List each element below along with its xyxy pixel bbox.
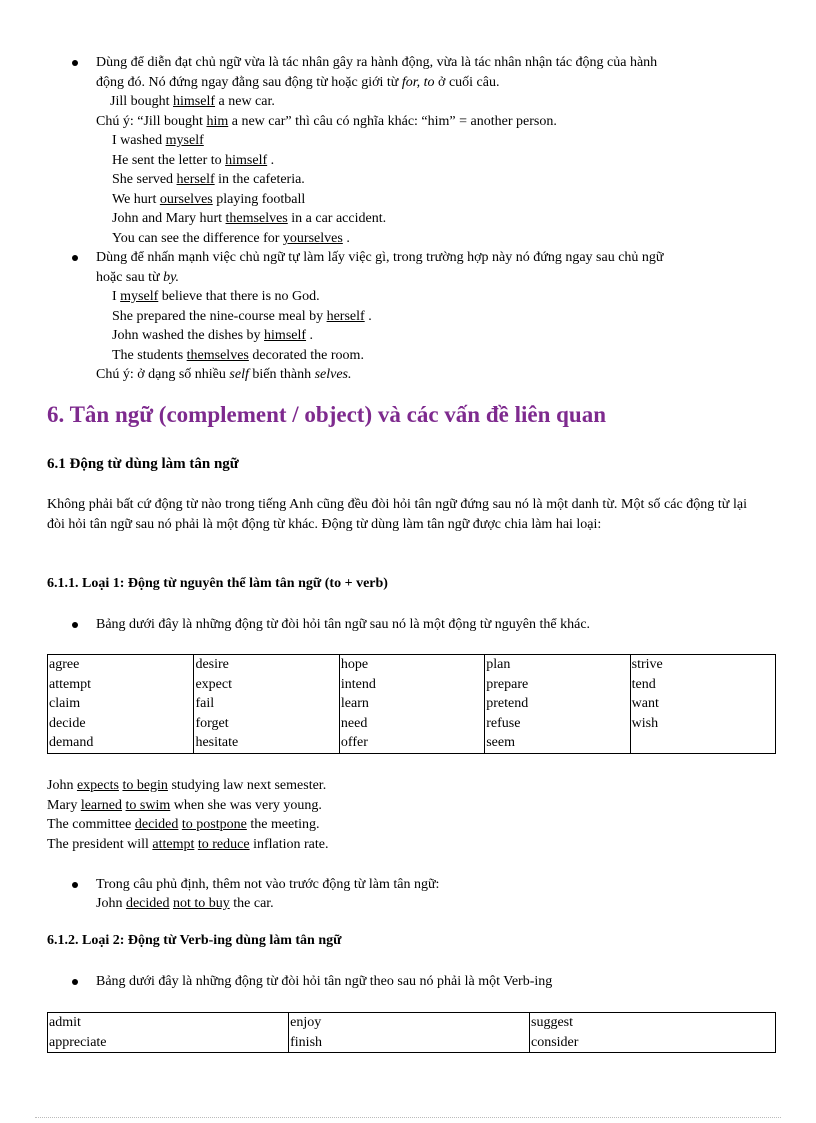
table-cell: seem	[486, 735, 515, 750]
table-cell: hesitate	[195, 735, 239, 750]
table-cell: desire	[195, 657, 229, 672]
table-column	[630, 655, 775, 754]
table-column	[530, 1013, 776, 1053]
bullet-icon	[72, 882, 78, 888]
example-line: The president will attempt to reduce inflation rate.	[47, 837, 329, 852]
example-line: She served herself in the cafeteria.	[112, 172, 305, 187]
verb-table-gerund	[47, 1012, 776, 1053]
bullet-icon	[72, 255, 78, 261]
table-cell: wish	[631, 715, 659, 731]
verb-table-infinitive	[47, 654, 776, 754]
table-cell: strive	[631, 657, 663, 672]
example-line: The committee decided to postpone the meeting.	[47, 817, 320, 832]
table-cell: admit	[49, 1015, 81, 1030]
text-line: Dùng để diễn đạt chủ ngữ vừa là tác nhân gây ra hành động, vừa là tác nhân nhận tác động của hành	[96, 55, 658, 70]
subsubsection-heading: 6.1.1. Loại 1: Động từ nguyên thể làm tân ngữ (to + verb)	[47, 576, 388, 591]
example-line: John decided not to buy the car.	[96, 896, 274, 911]
table-cell: forget	[195, 715, 229, 731]
table-cell: prepare	[486, 676, 529, 692]
table-cell: appreciate	[49, 1034, 107, 1050]
paragraph: Không phải bất cứ động từ nào trong tiếng Anh cũng đều đòi hỏi tân ngữ đứng sau nó là một danh từ. Một số các động từ lại đòi hỏi tân ngữ sau nó phải là một động từ khác. Động từ dùng làm tân ngữ được chia làm hai loại:	[47, 497, 747, 532]
page-bottom-divider	[35, 1117, 781, 1118]
table-column	[48, 1013, 289, 1053]
example-line: John and Mary hurt themselves in a car accident.	[112, 211, 387, 226]
table-cell: fail	[195, 696, 215, 711]
table-cell: demand	[49, 735, 94, 750]
subsubsection-heading: 6.1.2. Loại 2: Động từ Verb-ing dùng làm tân ngữ	[47, 933, 342, 948]
table-column	[339, 655, 484, 754]
example-line: Jill bought himself a new car.	[110, 94, 275, 109]
text-line: Bảng dưới đây là những động từ đòi hỏi tân ngữ theo sau nó phải là một Verb-ing	[96, 974, 553, 989]
table-cell: decide	[49, 715, 86, 731]
example-line: I washed myself	[112, 133, 204, 148]
table-column	[289, 1013, 530, 1053]
table-cell: offer	[340, 735, 368, 750]
bullet-icon	[72, 60, 78, 66]
table-column	[485, 655, 630, 754]
note-line: Chú ý: “Jill bought him a new car” thì câu có nghĩa khác: “him” = another person.	[96, 114, 557, 129]
table-cell: finish	[290, 1034, 323, 1050]
table-cell: attempt	[49, 676, 91, 692]
table-cell: learn	[340, 696, 369, 711]
table-cell: suggest	[531, 1015, 573, 1030]
table-cell: pretend	[486, 696, 529, 711]
table-cell: plan	[486, 657, 511, 672]
example-line: She prepared the nine-course meal by herself .	[112, 309, 372, 324]
text-line: Dùng để nhấn mạnh việc chủ ngữ tự làm lấy việc gì, trong trường hợp này nó đứng ngay sau chủ ngữ	[96, 250, 664, 265]
table-column	[194, 655, 339, 754]
section-heading: 6. Tân ngữ (complement / object) và các vấn đề liên quan	[47, 402, 606, 427]
text-line: Trong câu phủ định, thêm not vào trước động từ làm tân ngữ:	[96, 877, 440, 892]
bullet-icon	[72, 622, 78, 628]
example-line: John washed the dishes by himself .	[112, 328, 314, 343]
example-line: The students themselves decorated the room.	[112, 348, 364, 363]
table-cell: need	[340, 715, 368, 731]
table-column	[48, 655, 194, 754]
table-cell: enjoy	[290, 1015, 322, 1030]
table-cell: want	[631, 696, 659, 711]
example-line: You can see the difference for yourselves .	[112, 231, 350, 246]
example-line: I myself believe that there is no God.	[112, 289, 320, 304]
table-cell: agree	[49, 657, 80, 672]
table-cell: claim	[49, 696, 81, 711]
example-line: Mary learned to swim when she was very young.	[47, 798, 322, 813]
bullet-icon	[72, 979, 78, 985]
text-line: động đó. Nó đứng ngay đằng sau động từ hoặc giới từ for, to ở cuối câu.	[96, 75, 500, 90]
table-cell: refuse	[486, 715, 521, 731]
table-cell: intend	[340, 676, 376, 692]
example-line: We hurt ourselves playing football	[112, 192, 306, 207]
table-cell: consider	[531, 1034, 579, 1050]
text-line: Bảng dưới đây là những động từ đòi hỏi tân ngữ sau nó là một động từ nguyên thể khác.	[96, 617, 591, 632]
text-line: hoặc sau từ by.	[96, 270, 180, 285]
table-cell: hope	[340, 657, 369, 672]
example-line: John expects to begin studying law next semester.	[47, 778, 327, 793]
table-cell: expect	[195, 676, 232, 692]
example-line: He sent the letter to himself .	[112, 153, 275, 168]
note-line: Chú ý: ở dạng số nhiều self biến thành selves.	[96, 367, 352, 382]
subsection-heading: 6.1 Động từ dùng làm tân ngữ	[47, 456, 239, 472]
table-cell: tend	[631, 676, 656, 692]
